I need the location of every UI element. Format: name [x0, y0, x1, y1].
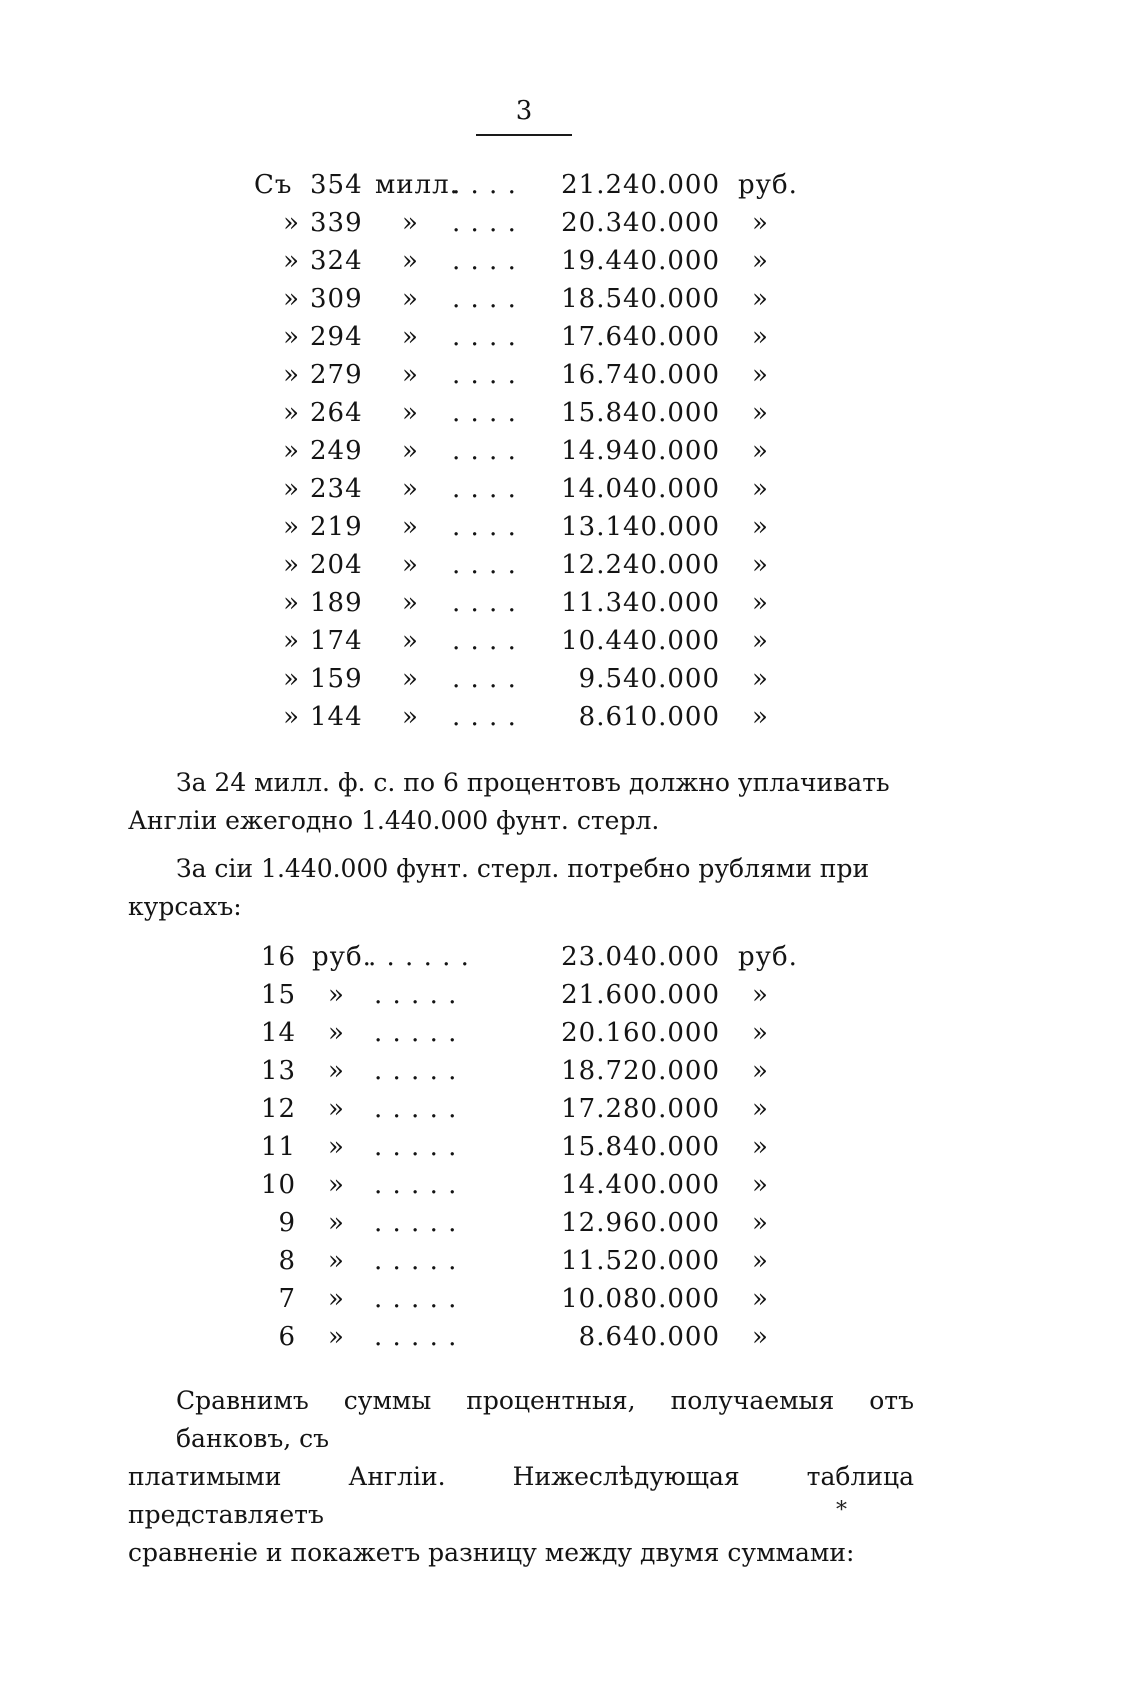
row-currency: »	[752, 1018, 769, 1048]
row-currency: »	[752, 550, 769, 580]
row-dots: . . . .	[452, 702, 517, 732]
row-dots: . . . .	[452, 170, 517, 200]
table-row	[0, 1168, 1140, 1202]
row-currency: »	[752, 436, 769, 466]
row-value: 21.240.000	[561, 170, 720, 200]
row-value: 12.960.000	[561, 1208, 720, 1238]
row-dots: . . . . .	[374, 1208, 458, 1238]
row-dots: . . . .	[452, 474, 517, 504]
row-dots: . . . . .	[374, 1284, 458, 1314]
row-value: 11.340.000	[561, 588, 720, 618]
table-row	[0, 940, 1140, 974]
row-prefix: »	[283, 322, 300, 352]
page-number-rule	[476, 134, 572, 136]
row-value: 13.140.000	[561, 512, 720, 542]
row-currency: »	[752, 588, 769, 618]
row-rate: 12	[260, 1094, 296, 1124]
paragraph-line: За 24 милл. ф. с. по 6 процентовъ должно уплачивать	[176, 768, 890, 797]
row-currency: руб.	[738, 170, 798, 200]
row-amount: 309	[310, 284, 363, 314]
row-value: 17.640.000	[561, 322, 720, 352]
row-value: 17.280.000	[561, 1094, 720, 1124]
row-amount: 354	[310, 170, 363, 200]
row-currency: »	[752, 1322, 769, 1352]
row-currency: »	[752, 1284, 769, 1314]
row-dots: . . . . .	[374, 980, 458, 1010]
row-value: 8.610.000	[578, 702, 720, 732]
row-prefix: »	[283, 208, 300, 238]
footer-asterisk: *	[836, 1498, 847, 1523]
row-rate: 14	[260, 1018, 296, 1048]
row-currency: »	[752, 1056, 769, 1086]
row-amount: 189	[310, 588, 363, 618]
row-prefix: »	[283, 360, 300, 390]
row-dots: . . . .	[452, 360, 517, 390]
table-row	[0, 320, 1140, 354]
table-row	[0, 586, 1140, 620]
table-row	[0, 662, 1140, 696]
table-row	[0, 978, 1140, 1012]
row-unit: »	[328, 1208, 345, 1238]
row-prefix: »	[283, 398, 300, 428]
table-row	[0, 472, 1140, 506]
row-prefix: »	[283, 436, 300, 466]
paragraph-line: Англіи ежегодно 1.440.000 фунт. стерл.	[128, 806, 660, 835]
row-amount: 279	[310, 360, 363, 390]
row-value: 15.840.000	[561, 398, 720, 428]
row-rate: 11	[260, 1132, 296, 1162]
table-row	[0, 1092, 1140, 1126]
row-currency: »	[752, 284, 769, 314]
row-currency: »	[752, 1208, 769, 1238]
row-value: 14.400.000	[561, 1170, 720, 1200]
row-value: 15.840.000	[561, 1132, 720, 1162]
row-currency: »	[752, 512, 769, 542]
row-value: 18.720.000	[561, 1056, 720, 1086]
row-unit: »	[402, 208, 419, 238]
row-unit: »	[402, 588, 419, 618]
table-row	[0, 1244, 1140, 1278]
row-currency: »	[752, 1132, 769, 1162]
table-row	[0, 1206, 1140, 1240]
page-number: 3	[515, 96, 533, 126]
row-prefix: »	[283, 702, 300, 732]
paragraph-line: За сіи 1.440.000 фунт. стерл. потребно рублями при	[176, 854, 870, 883]
paragraph-line: сравненіе и покажетъ разницу между двумя суммами:	[128, 1538, 855, 1567]
row-unit: »	[328, 1322, 345, 1352]
row-amount: 159	[310, 664, 363, 694]
row-rate: 10	[260, 1170, 296, 1200]
row-currency: »	[752, 702, 769, 732]
row-unit: »	[328, 1246, 345, 1276]
row-dots: . . . .	[452, 550, 517, 580]
table-row	[0, 358, 1140, 392]
table-row	[0, 1320, 1140, 1354]
paragraph-line: Сравнимъ суммы процентныя, получаемыя отъ банковъ, съ	[176, 1386, 914, 1453]
row-prefix: »	[283, 474, 300, 504]
table-row	[0, 1016, 1140, 1050]
row-unit: »	[328, 1094, 345, 1124]
row-value: 14.940.000	[561, 436, 720, 466]
table-row	[0, 282, 1140, 316]
row-rate: 9	[278, 1208, 296, 1238]
row-value: 14.040.000	[561, 474, 720, 504]
row-value: 16.740.000	[561, 360, 720, 390]
row-unit: »	[328, 980, 345, 1010]
row-dots: . . . .	[452, 626, 517, 656]
table-row	[0, 548, 1140, 582]
row-currency: »	[752, 246, 769, 276]
row-currency: »	[752, 1170, 769, 1200]
row-rate: 16	[260, 942, 296, 972]
paragraph-interest-england	[128, 764, 914, 840]
row-value: 23.040.000	[561, 942, 720, 972]
row-dots: . . . . .	[374, 1132, 458, 1162]
row-unit: »	[328, 1170, 345, 1200]
paragraph-line: платимыми Англіи. Нижеслѣдующая таблица представляетъ	[128, 1462, 914, 1529]
row-unit: »	[402, 626, 419, 656]
row-dots: . . . . .	[374, 1246, 458, 1276]
row-dots: . . . .	[452, 284, 517, 314]
row-amount: 264	[310, 398, 363, 428]
paragraph-line: курсахъ:	[128, 892, 242, 921]
row-value: 11.520.000	[561, 1246, 720, 1276]
row-unit: »	[402, 398, 419, 428]
row-rate: 15	[260, 980, 296, 1010]
row-dots: . . . .	[452, 208, 517, 238]
table-row	[0, 206, 1140, 240]
row-dots: . . . .	[452, 664, 517, 694]
table-row	[0, 700, 1140, 734]
row-prefix: »	[283, 284, 300, 314]
table-row	[0, 624, 1140, 658]
row-unit: »	[402, 360, 419, 390]
row-unit: »	[402, 284, 419, 314]
row-amount: 294	[310, 322, 363, 352]
paragraph-rubles-needed	[128, 850, 914, 926]
row-unit: »	[402, 246, 419, 276]
row-amount: 204	[310, 550, 363, 580]
row-value: 9.540.000	[578, 664, 720, 694]
row-dots: . . . . .	[374, 1322, 458, 1352]
row-amount: 234	[310, 474, 363, 504]
row-unit: »	[402, 322, 419, 352]
row-amount: 324	[310, 246, 363, 276]
row-dots: . . . .	[452, 322, 517, 352]
row-currency: »	[752, 1094, 769, 1124]
row-unit: »	[402, 550, 419, 580]
row-currency: »	[752, 398, 769, 428]
row-prefix: »	[283, 246, 300, 276]
table-row	[0, 510, 1140, 544]
table-row	[0, 1054, 1140, 1088]
row-prefix: »	[283, 664, 300, 694]
row-prefix: Съ	[254, 170, 293, 200]
row-value: 10.080.000	[561, 1284, 720, 1314]
row-value: 12.240.000	[561, 550, 720, 580]
row-currency: »	[752, 360, 769, 390]
row-currency: руб.	[738, 942, 798, 972]
row-currency: »	[752, 980, 769, 1010]
row-unit: »	[402, 512, 419, 542]
row-dots: . . . .	[452, 436, 517, 466]
row-unit: »	[402, 702, 419, 732]
row-unit: »	[328, 1132, 345, 1162]
table-row	[0, 1282, 1140, 1316]
row-dots: . . . . .	[374, 1018, 458, 1048]
row-value: 18.540.000	[561, 284, 720, 314]
row-rate: 8	[278, 1246, 296, 1276]
row-unit: »	[328, 1056, 345, 1086]
row-rate: 13	[260, 1056, 296, 1086]
row-unit: »	[328, 1284, 345, 1314]
row-dots: . . . .	[452, 588, 517, 618]
row-value: 8.640.000	[578, 1322, 720, 1352]
row-unit: руб.	[312, 942, 372, 972]
row-dots: . . . . .	[374, 1056, 458, 1086]
row-amount: 219	[310, 512, 363, 542]
row-currency: »	[752, 1246, 769, 1276]
row-dots: . . . .	[452, 246, 517, 276]
row-unit: милл.	[375, 170, 459, 200]
row-amount: 249	[310, 436, 363, 466]
table-row	[0, 168, 1140, 202]
row-unit: »	[402, 474, 419, 504]
row-dots: . . . . . .	[368, 942, 470, 972]
row-rate: 7	[278, 1284, 296, 1314]
table-row	[0, 244, 1140, 278]
row-currency: »	[752, 208, 769, 238]
row-currency: »	[752, 664, 769, 694]
row-value: 10.440.000	[561, 626, 720, 656]
row-prefix: »	[283, 550, 300, 580]
row-dots: . . . .	[452, 398, 517, 428]
row-unit: »	[402, 436, 419, 466]
row-dots: . . . . .	[374, 1094, 458, 1124]
row-value: 19.440.000	[561, 246, 720, 276]
paragraph-comparison	[128, 1382, 914, 1572]
row-value: 21.600.000	[561, 980, 720, 1010]
table-row	[0, 1130, 1140, 1164]
row-currency: »	[752, 626, 769, 656]
row-value: 20.340.000	[561, 208, 720, 238]
row-dots: . . . .	[452, 512, 517, 542]
row-prefix: »	[283, 626, 300, 656]
row-amount: 174	[310, 626, 363, 656]
row-rate: 6	[278, 1322, 296, 1352]
row-amount: 339	[310, 208, 363, 238]
row-prefix: »	[283, 512, 300, 542]
table-row	[0, 396, 1140, 430]
row-unit: »	[402, 664, 419, 694]
row-currency: »	[752, 322, 769, 352]
row-dots: . . . . .	[374, 1170, 458, 1200]
row-currency: »	[752, 474, 769, 504]
row-unit: »	[328, 1018, 345, 1048]
row-value: 20.160.000	[561, 1018, 720, 1048]
row-prefix: »	[283, 588, 300, 618]
table-row	[0, 434, 1140, 468]
row-amount: 144	[310, 702, 363, 732]
